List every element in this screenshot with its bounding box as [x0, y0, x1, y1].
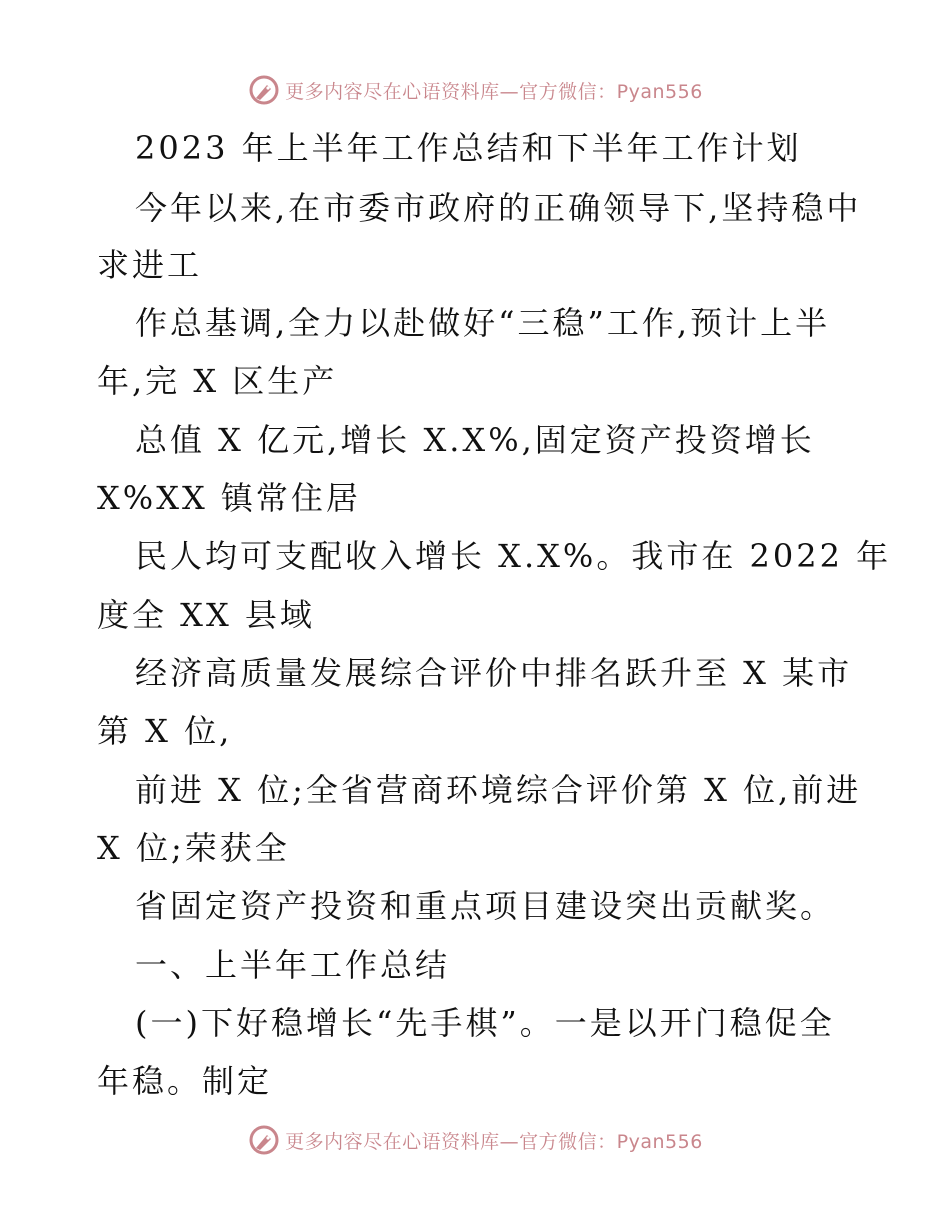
paragraph-line: X 位;荣获全 [97, 829, 290, 867]
paragraph-line: 经济高质量发展综合评价中排名跃升至 X 某市 [135, 654, 853, 692]
paragraph-line: X%XX 镇常住居 [97, 479, 361, 517]
paragraph-line: 省固定资产投资和重点项目建设突出贡献奖。 [135, 887, 836, 925]
paragraph-line: 年,完 X 区生产 [97, 362, 338, 400]
pen-nib-circle-icon [247, 1123, 281, 1157]
paragraph-line: 求进工 [97, 246, 203, 284]
paragraph-line: 作总基调,全力以赴做好“三稳”工作,预计上半 [135, 304, 831, 342]
paragraph-line: 总值 X 亿元,增长 X.X%,固定资产投资增长 [135, 421, 815, 459]
footer-watermark-text: 更多内容尽在心语资料库—官方微信：Pyan556 [285, 1130, 703, 1153]
header-watermark-text: 更多内容尽在心语资料库—官方微信：Pyan556 [285, 80, 703, 103]
section-heading: 一、上半年工作总结 [135, 946, 451, 984]
paragraph-line: (一)下好稳增长“先手棋”。一是以开门稳促全 [135, 1004, 835, 1042]
paragraph-line: 前进 X 位;全省营商环境综合评价第 X 位,前进 [135, 771, 862, 809]
paragraph-line: 今年以来,在市委市政府的正确领导下,坚持稳中 [135, 189, 862, 227]
header-watermark [0, 70, 950, 110]
paragraph-line: 第 X 位, [97, 712, 233, 750]
footer-watermark [0, 1120, 950, 1160]
pen-nib-circle-icon [247, 73, 281, 107]
paragraph-line: 度全 XX 县域 [97, 596, 315, 634]
document-title: 2023 年上半年工作总结和下半年工作计划 [135, 129, 802, 167]
paragraph-line: 民人均可支配收入增长 X.X%。我市在 2022 年 [135, 537, 892, 575]
paragraph-line: 年稳。制定 [97, 1062, 273, 1100]
